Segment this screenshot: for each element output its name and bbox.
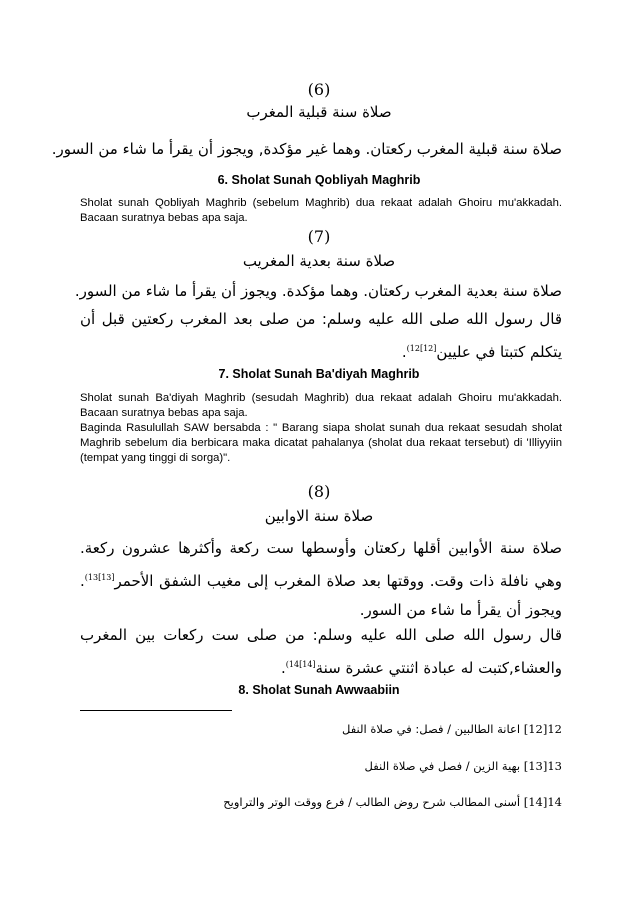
section-7-arabic-title: صلاة سنة بعدية المغريب [242,252,396,270]
footnote-14-number: 14[14] [523,795,562,809]
section-6-arabic-text: صلاة سنة قبلية المغرب ركعتان. وهما غير مؤكدة, ويجوز أن يقرأ ما شاء من السور. [51,140,562,158]
section-7-paragraph-1: Sholat sunah Ba'diyah Maghrib (sesudah Maghrib) dua rekaat adalah Ghoiru mu'akkadah. Bacaan suratnya bebas apa saja. [80,392,562,419]
section-6-paragraph-text: Sholat sunah Qobliyah Maghrib (sebelum Maghrib) dua rekaat adalah Ghoiru mu'akkadah. Bacaan suratnya bebas apa saja. [80,197,562,224]
section-6-arabic-title: صلاة سنة قبلية المغرب [246,103,392,121]
section-8-arabic-text [80,534,562,625]
section-6-paragraph [80,196,562,226]
section-7-hadith-text: قال رسول الله صلى الله عليه وسلم: من صلى بعد المغرب ركعتين قبل أن يتكلم كتبتا في عليين [80,310,562,361]
section-7-arabic-hadith [80,305,562,367]
footnote-divider [80,710,232,711]
section-6-number: (6) [307,80,331,99]
section-7-arabic-text: صلاة سنة بعدية المغرب ركعتان. وهما مؤكدة. ويجوز أن يقرأ ما شاء من السور. [74,282,562,300]
section-8-text-a: صلاة سنة الأوابين أقلها ركعتان وأوسطها ست ركعة وأكثرها عشرون ركعة. وهي نافلة ذات وقت. ووقتها بعد صلاة المغرب إلى مغيب الشفق الأحمر [80,539,562,590]
section-8-text-b: . ويجوز أن يقرأ ما شاء من السور. [80,572,562,619]
footnote-ref-14[interactable]: [14]14) [285,660,316,669]
footnote-ref-13[interactable]: [13]13) [84,573,115,582]
section-7-paragraph-2: Baginda Rasulullah SAW bersabda : " Barang siapa sholat sunah dua rekaat sesudah sholat Maghrib sebelum dia berbicara maka dicatat pahalanya (sholat dua rekaat tersebut) di 'Illiyyiin (tempat yang tinggi di sorga)". [80,422,562,464]
section-8-hadith-end: . [281,659,286,677]
footnote-ref-12[interactable]: [12]12) [406,344,437,353]
section-8-heading: 8. Sholat Sunah Awwaabiin [238,683,400,697]
footnote-13-text: بهية الزين / فصل في صلاة النفل [364,759,521,773]
section-8-arabic-hadith [80,621,562,683]
section-7-paragraphs [80,391,562,466]
footnote-12-text: اعانة الطالبين / فصل: في صلاة النفل [342,722,521,736]
section-7-heading: 7. Sholat Sunah Ba'diyah Maghrib [218,367,420,381]
section-8-hadith-text: قال رسول الله صلى الله عليه وسلم: من صلى ست ركعات بين المغرب والعشاء,كتبت له عبادة اثنتي عشرة سنة [80,626,562,677]
footnote-12 [342,722,562,736]
section-7-number: (7) [307,227,331,246]
footnote-13-number: 13[13] [523,759,562,773]
section-8-number: (8) [307,482,331,501]
section-8-arabic-title: صلاة سنة الاوابين [264,507,374,525]
section-6-heading: 6. Sholat Sunah Qobliyah Maghrib [217,173,421,187]
section-7-hadith-end: . [401,343,407,361]
footnote-14 [223,795,562,809]
footnote-13 [365,759,563,773]
footnote-12-number: 12[12] [523,722,562,736]
footnote-14-text: أسنى المطالب شرح روض الطالب / فرع ووقت الوتر والتراويح [223,795,521,809]
